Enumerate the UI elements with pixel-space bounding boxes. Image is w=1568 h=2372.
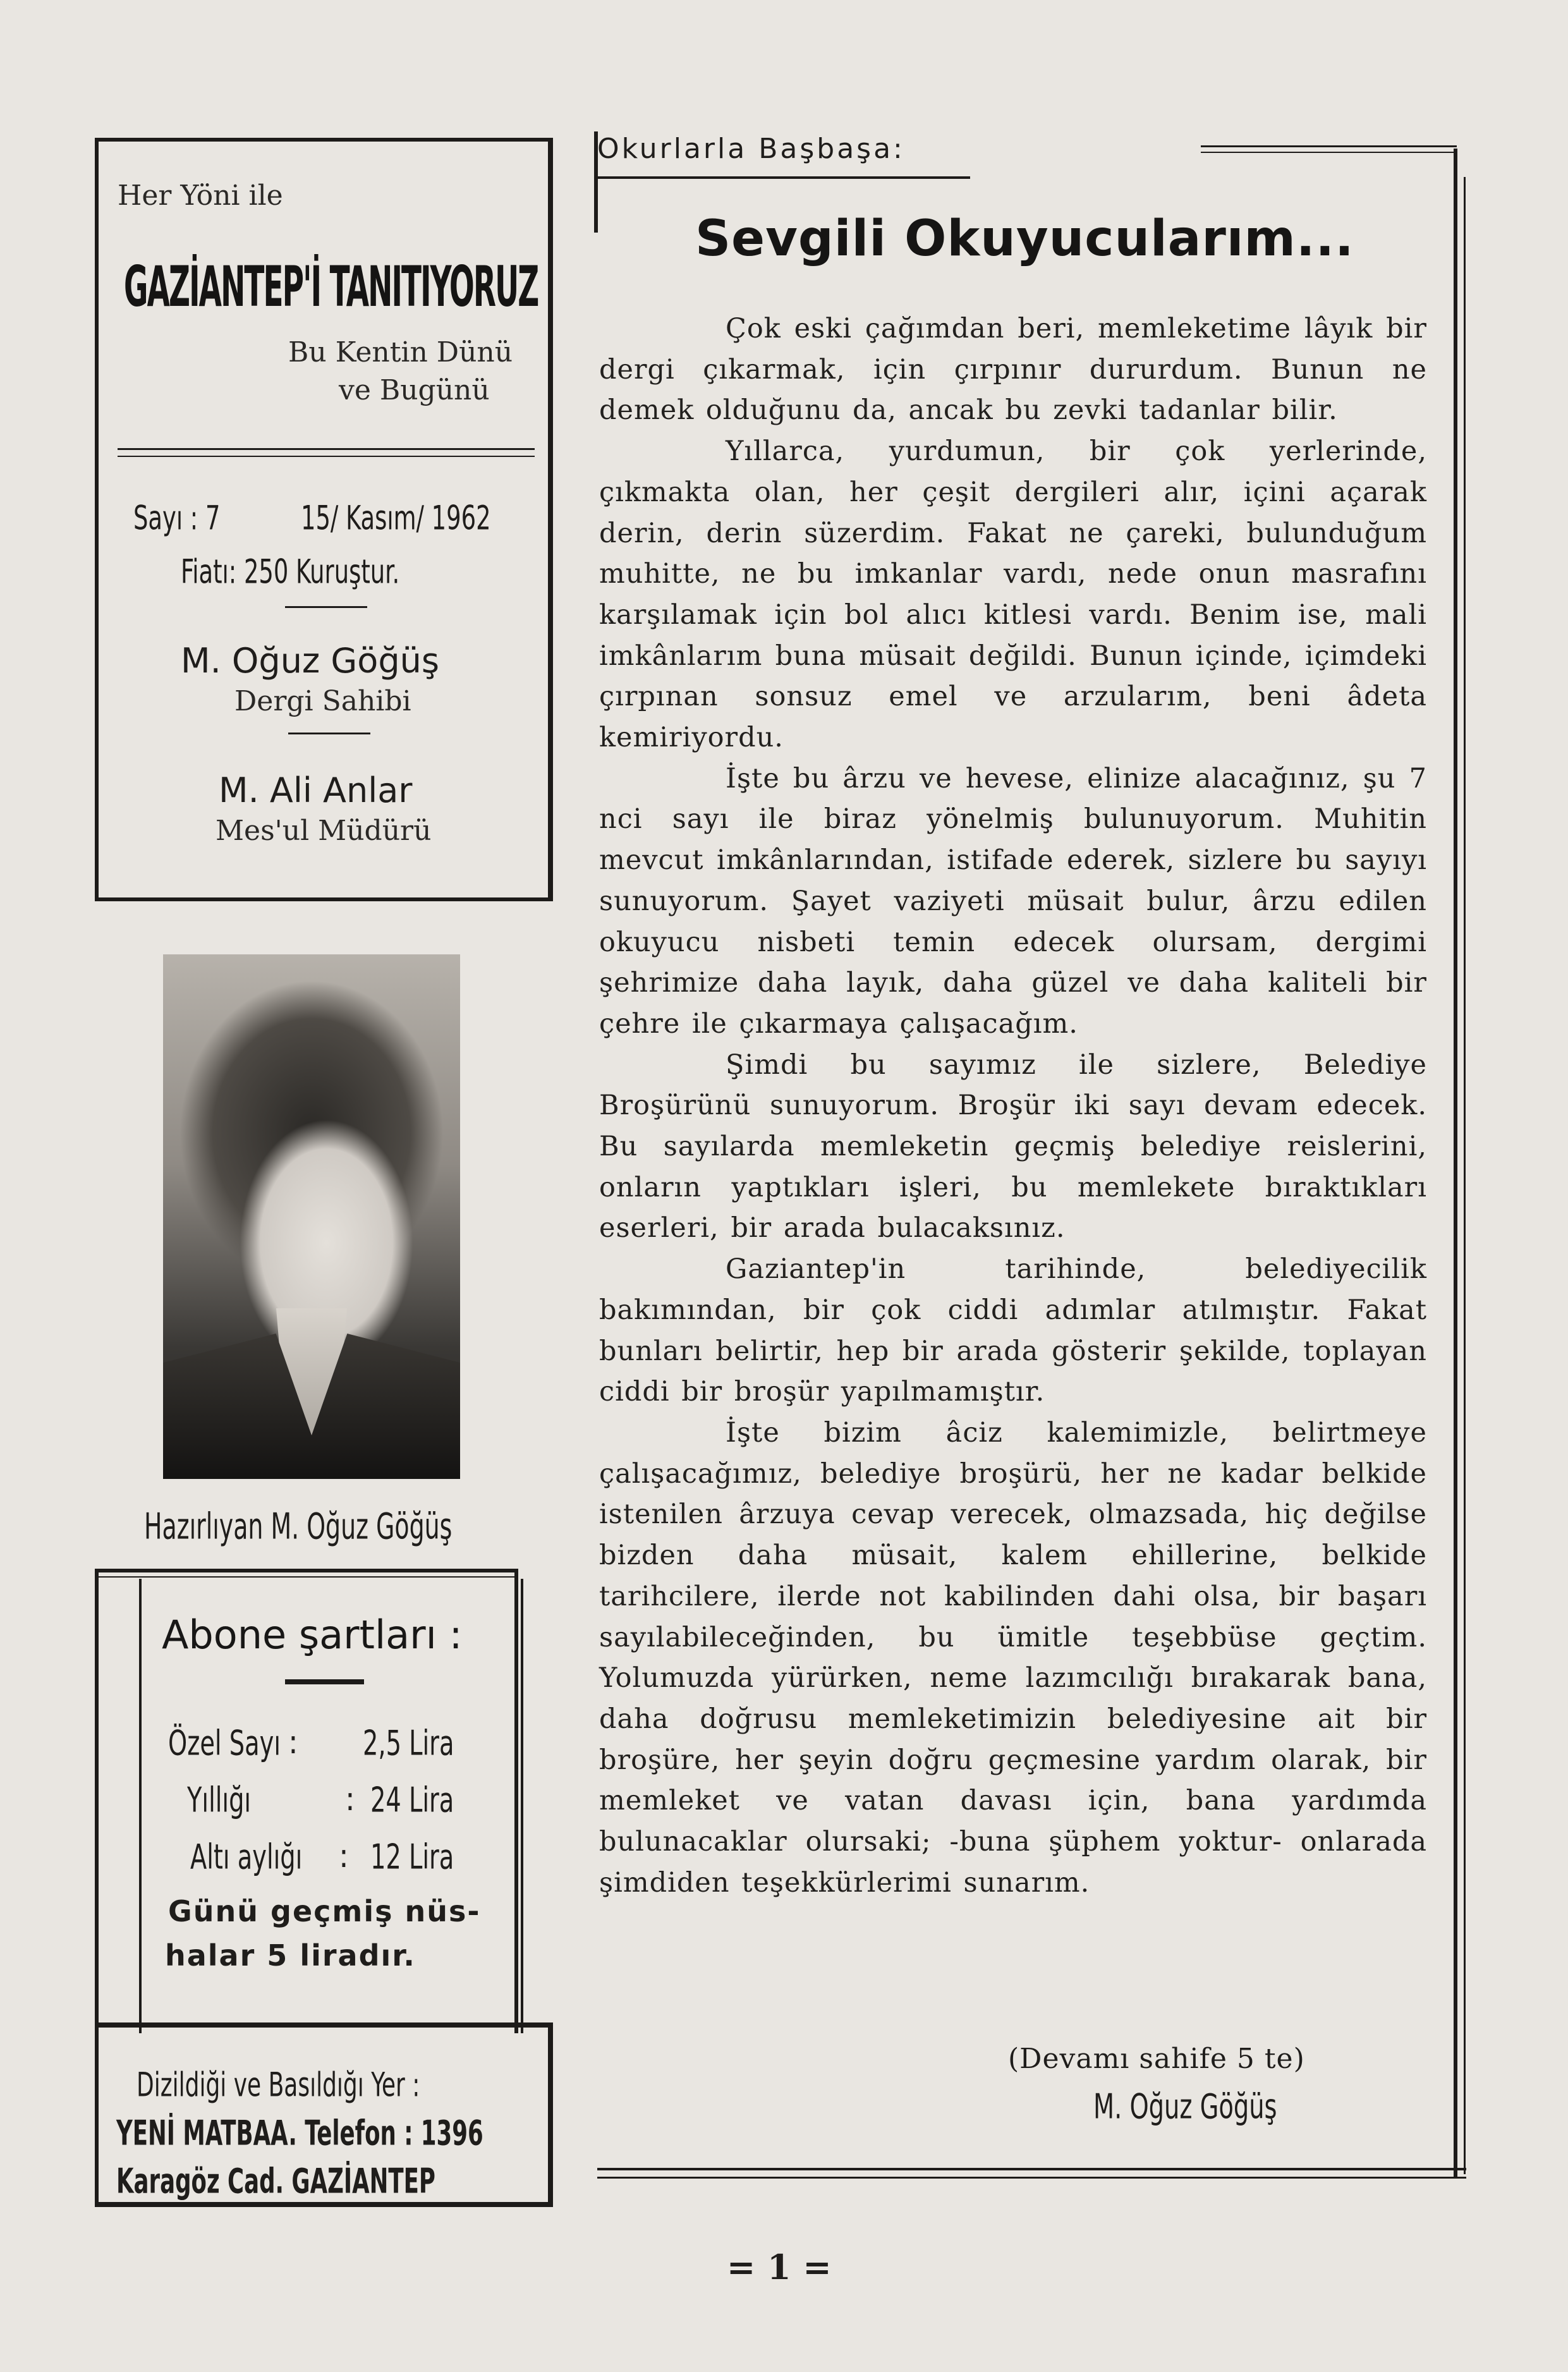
article-rule-right-inner — [1464, 177, 1466, 2174]
subscription-row-sep: : — [339, 1837, 349, 1875]
masthead-title: GAZİANTEP'İ TANITIYORUZ — [124, 254, 538, 319]
article-footer-rule-bottom — [597, 2177, 1466, 2179]
article-title: Sevgili Okuyucularım... — [695, 210, 1354, 267]
subscription-row-value: 24 Lira — [370, 1780, 454, 1820]
owner-name: M. Oğuz Göğüş — [181, 641, 439, 681]
article-rule-right — [1454, 149, 1457, 2177]
section-label: Okurlarla Başbaşa: — [597, 133, 905, 165]
subscription-note-line2: halar 5 liradır. — [165, 1938, 416, 1973]
subscription-heading-rule — [285, 1679, 364, 1684]
price-divider — [285, 606, 367, 608]
print-info-line2: YENİ MATBAA. Telefon : 1396 — [116, 2114, 483, 2153]
masthead-box — [95, 138, 553, 901]
masthead-subtitle-line2: ve Bugünü — [339, 374, 490, 406]
subscription-row-label: Altı aylığı — [190, 1837, 303, 1877]
masthead-subtitle-line1: Bu Kentin Dünü — [288, 336, 513, 368]
subscription-row-label: Yıllığı — [187, 1780, 252, 1820]
portrait-photo — [163, 954, 460, 1479]
subscription-row-sep: : — [288, 1724, 298, 1761]
continued-note: (Devamı sahife 5 te) — [1008, 2043, 1305, 2075]
masthead-divider-top — [118, 448, 535, 450]
article-paragraph: Şimdi bu sayımız ile sizlere, Belediye Broşürünü sunuyorum. Broşür iki sayı devam edecek. Bu sayılarda memleketin geçmiş belediye reislerini, onların yaptıkları işleri, bu memlekete bıraktıkları eserleri, bir arada bulacaksınız. — [599, 1049, 1427, 1244]
owner-role: Dergi Sahibi — [234, 685, 411, 717]
subscription-heading: Abone şartları : — [162, 1612, 463, 1658]
issue-date: 15/ Kasım/ 1962 — [301, 499, 491, 537]
manager-name: M. Ali Anlar — [219, 770, 413, 810]
page-number: = 1 = — [727, 2247, 832, 2287]
manager-role: Mes'ul Müdürü — [216, 815, 432, 847]
masthead-divider-bottom — [118, 456, 535, 457]
article-paragraph: Gaziantep'in tarihinde, belediyecilik bakımından, bir çok ciddi adımlar atılmıştır. Fakat bunları belirtir, hep bir arada gösterir şekilde, toplayan ciddi bir broşür yapılmamıştır. — [599, 1253, 1427, 1408]
print-info-box — [95, 2022, 553, 2207]
article-paragraph: Çok eski çağımdan beri, memleketime lâyık bir dergi çıkarmak, için çırpınır dururdum. Bunun ne demek olduğunu da, ancak bu zevki tadanlar bilir. — [599, 313, 1427, 427]
subscription-row-label: Özel Sayı — [168, 1724, 281, 1763]
article-paragraph: İşte bu ârzu ve hevese, elinize alacağınız, şu 7 nci sayı ile biraz yönelmiş bulunuyorum. Muhitin mevcut imkânlarından, istifade ederek, sizlere bu sayıyı sunuyorum. Şayet vaziyeti müsait bulur, ârzu edilen okuyucu nisbeti temin edecek olursam, dergimi şehrimize daha layık, daha güzel ve daha kaliteli bir çehre ile çıkarmaya çalışacağım. — [599, 762, 1427, 1040]
subscription-box — [95, 1569, 518, 2033]
subscription-note-line1: Günü geçmiş nüs- — [168, 1894, 481, 1928]
section-header-rule-bottom — [1201, 152, 1457, 153]
issue-price: Fiatı: 250 Kuruştur. — [181, 552, 400, 591]
photo-caption: Hazırlıyan M. Oğuz Göğüş — [144, 1505, 453, 1548]
section-label-underline — [597, 176, 970, 179]
section-header-rule-top — [1201, 145, 1457, 147]
issue-number: Sayı : 7 — [133, 499, 221, 537]
masthead-kicker: Her Yöni ile — [118, 179, 283, 212]
subscription-row-value: 2,5 Lira — [363, 1724, 454, 1763]
subscription-row-sep: : — [345, 1780, 355, 1818]
print-info-line3: Karagöz Cad. GAZİANTEP — [116, 2162, 435, 2201]
article-paragraph: Yıllarca, yurdumun, bir çok yerlerinde, çıkmakta olan, her çeşit dergileri alır, içini açarak derin, derin süzerdim. Fakat ne çareki, bulunduğum muhitte, ne bu imkanlar vardı, nede onun masrafını karşılamak için bol alıcı kitlesi vardı. Benim ise, mali imkânlarım buna müsait değildi. Bunun içinde, içimdeki çırpınan sonsuz emel ve arzularım, beni âdeta kemiriyordu. — [599, 435, 1427, 754]
article-signature: M. Oğuz Göğüş — [1093, 2087, 1277, 2127]
article-body — [599, 308, 1427, 1903]
print-info-line1: Dizildiği ve Basıldığı Yer : — [137, 2065, 420, 2104]
article-footer-rule-top — [597, 2168, 1466, 2170]
article-paragraph: İşte bizim âciz kalemimizle, belirtmeye çalışacağımız, belediye broşürü, her ne kadar belkide istenilen ârzuya cevap verecek, olmazsada, hiç değilse bizden daha müsait, kalem ehillerine, belkide tarihcilere, ilerde not kabilinden dahi olsa, bir başarı sayılabileceğinden, bu ümitle teşebbüse geçtim. Yolumuzda yürürken, neme lazımcılığı bırakarak bana, daha doğrusu memleketimizin belediyesine ait bir broşüre, her şeyin doğru geçmesine yardım olarak, bir memleket ve vatan davası için, bana yardımda bulunacaklar olursaki; -buna şüphem yoktur- onlarada şimdiden teşekkürlerimi sunarım. — [599, 1416, 1427, 1899]
owner-divider — [288, 733, 370, 734]
subscription-row-value: 12 Lira — [370, 1837, 454, 1877]
